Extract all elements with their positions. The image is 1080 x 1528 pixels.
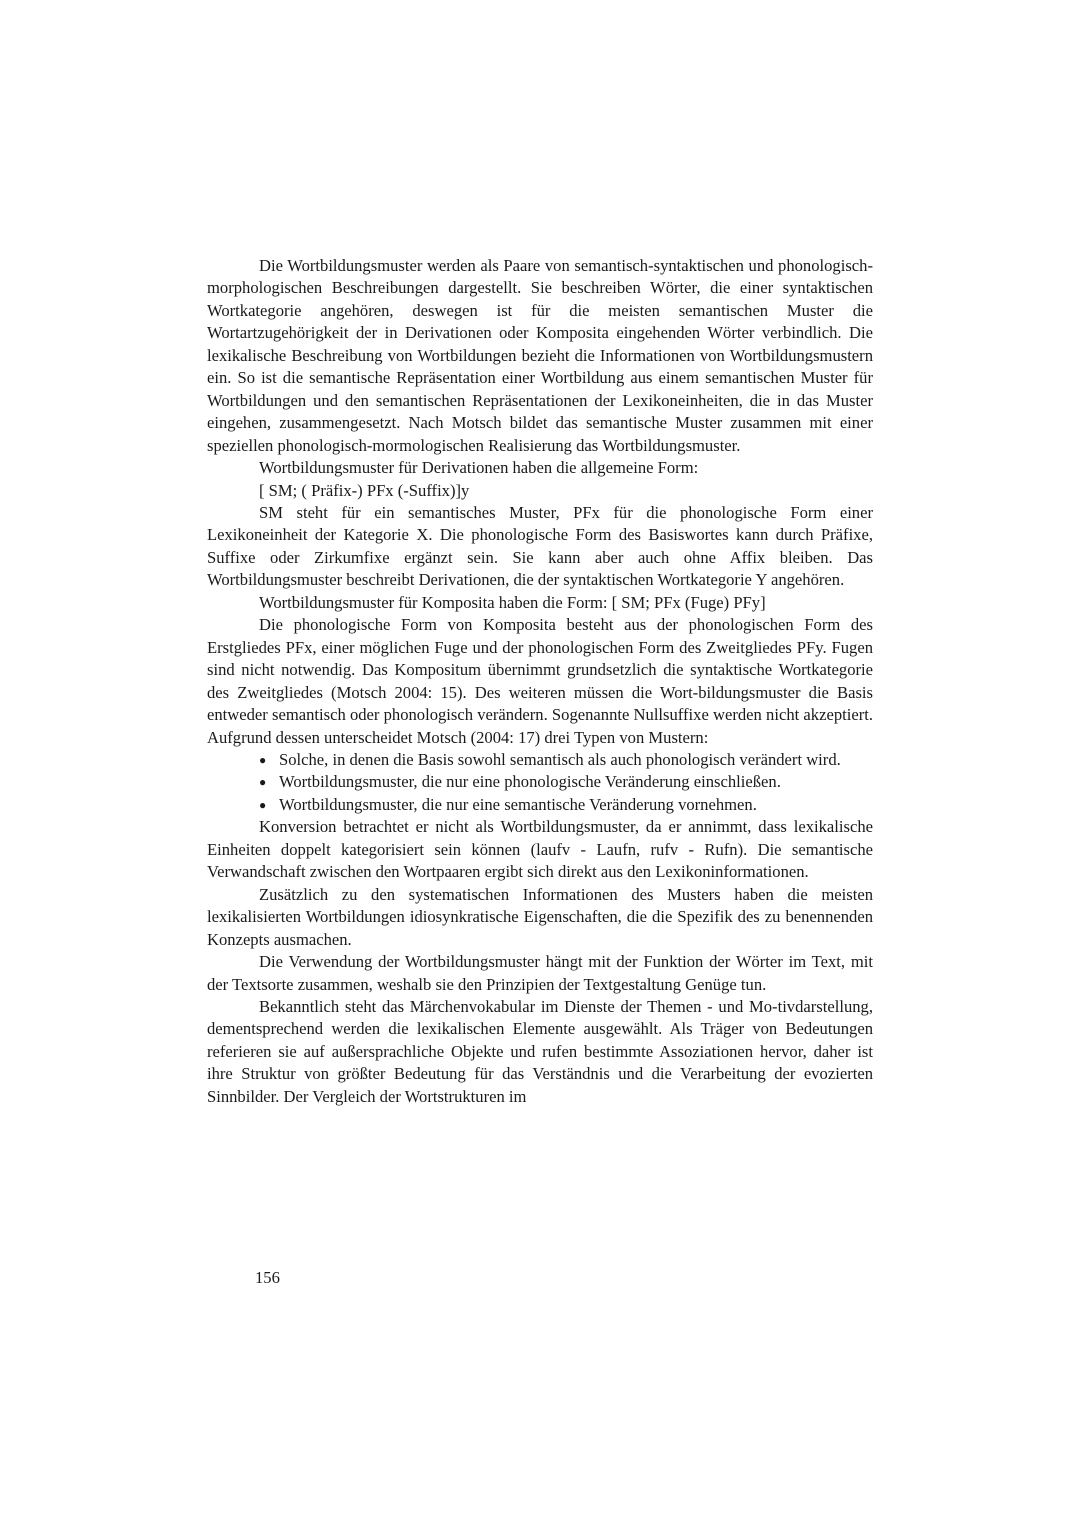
list-item (207, 794, 873, 816)
bullet-icon: ● (259, 775, 267, 790)
paragraph-konversion: Konversion betrachtet er nicht als Wortbildungsmuster, da er annimmt, dass lexikalische Einheiten doppelt kategorisiert sein können (laufv - Laufn, rufv - Rufn). Die semantische Verwandschaft zwischen den Wortpaaren ergibt sich direkt aus den Lexikoninformationen. (207, 817, 873, 882)
paragraph-idiosynkratische-eigenschaften: Zusätzlich zu den systematischen Informationen des Musters haben die meisten lexikalisierten Wortbildungen idiosynkratische Eigenschaften, die die Spezifik des zu benennenden Konzepts ausmachen. (207, 884, 873, 949)
list-item-text: Wortbildungsmuster, die nur eine semantische Veränderung vornehmen. (279, 794, 757, 814)
list-item-text: Wortbildungsmuster, die nur eine phonologische Veränderung einschließen. (279, 772, 781, 792)
paragraph-komposita-explanation: Die phonologische Form von Komposita besteht aus der phonologischen Form des Erstgliedes PFx, einer möglichen Fuge und der phonologischen Form des Zweitgliedes PFy. Fugen sind nicht notwendig. Das Kompositum übernimmt grundsetzlich die syntaktische Wortkategorie des Zweitgliedes (Motsch 2004: 15). Des weiteren müssen die Wort-bildungsmuster die Basis entweder semantisch oder phonologisch verändern. Sogenannte Nullsuffixe werden nicht akzeptiert. Aufgrund dessen unterscheidet Motsch (2004: 17) drei Typen von Mustern: (207, 615, 873, 747)
list-item (207, 771, 873, 793)
bullet-icon: ● (259, 752, 267, 767)
formula-derivation: [ SM; ( Präfix-) PFx (-Suffix)]y (259, 480, 470, 500)
paragraph-verwendung: Die Verwendung der Wortbildungsmuster hängt mit der Funktion der Wörter im Text, mit der Textsorte zusammen, weshalb sie den Prinzipien der Textgestaltung Genüge tun. (207, 952, 873, 994)
bullet-icon: ● (259, 797, 267, 812)
paragraph-sm-explanation: SM steht für ein semantisches Muster, PFx für die phonologische Form einer Lexikoneinheit der Kategorie X. Die phonologische Form des Basiswortes kann durch Präfixe, Suffixe oder Zirkumfixe ergänzt sein. Sie kann aber auch ohne Affix bleiben. Das Wortbildungsmuster beschreibt Derivationen, die der syntaktischen Wortkategorie Y angehören. (207, 502, 873, 590)
pattern-types-list (207, 749, 873, 816)
page-body (207, 255, 873, 1108)
paragraph-komposita-form: Wortbildungsmuster für Komposita haben die Form: [ SM; PFx (Fuge) PFy] (259, 592, 766, 612)
list-item-text: Solche, in denen die Basis sowohl semantisch als auch phonologisch verändert wird. (279, 749, 841, 769)
paragraph-derivation-form: Wortbildungsmuster für Derivationen haben die allgemeine Form: (259, 458, 699, 478)
paragraph-maerchenvokabular: Bekanntlich steht das Märchenvokabular im Dienste der Themen - und Mo-tivdarstellung, dementsprechend werden die lexikalischen Elemente ausgewählt. Als Träger von Bedeutungen referieren sie auf außersprachliche Objekte und rufen bestimmte Assoziationen hervor, daher ist ihre Struktur von größter Bedeutung für das Verständnis und die Verarbeitung der evozierten Sinnbilder. Der Vergleich der Wortstrukturen im (207, 996, 873, 1106)
page-number: 156 (255, 1268, 280, 1287)
list-item (207, 749, 873, 771)
paragraph-wortbildungsmuster-intro: Die Wortbildungsmuster werden als Paare von semantisch-syntaktischen und phonologisch-morphologischen Beschreibungen dargestellt. Sie beschreiben Wörter, die einer syntaktischen Wortkategorie angehören, deswegen ist für die meisten semantischen Muster die Wortartzugehörigkeit der in Derivationen oder Komposita eingehenden Wörter verbindlich. Die lexikalische Beschreibung von Wortbildungen bezieht die Informationen von Wortbildungsmustern ein. So ist die semantische Repräsentation einer Wortbildung aus einem semantischen Muster für Wortbildungen und den semantischen Repräsentationen der Lexikoneinheiten, die in das Muster eingehen, zusammengesetzt. Nach Motsch bildet das semantische Muster zusammen mit einer speziellen phonologisch-mormologischen Realisierung das Wortbildungsmuster. (207, 256, 873, 455)
